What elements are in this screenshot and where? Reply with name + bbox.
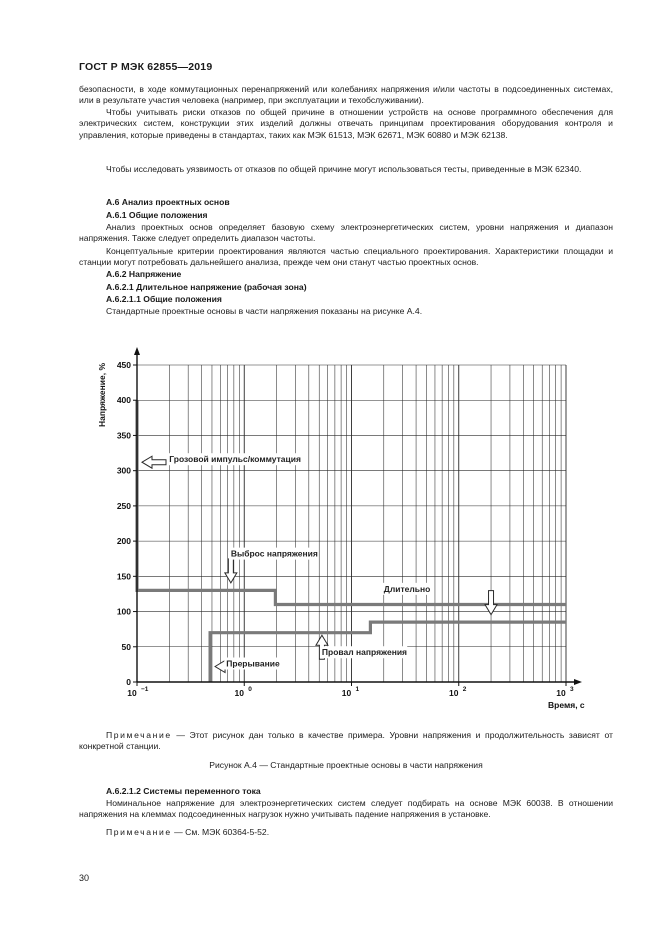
paragraph: Номинальное напряжение для электроэнергетических систем следует подбирать на основе МЭК 60038. В отношении напряжения на клеммах подсоединенных нагрузок нужно учитывать падение напряжения в установке.: [79, 798, 613, 820]
y-axis-arrow: [134, 347, 140, 355]
x-axis-arrow: [574, 679, 582, 685]
note-text: — См. МЭК 60364-5-52.: [171, 827, 270, 837]
section-heading: А.6.2.1.1 Общие положения: [106, 294, 222, 304]
chart-annotations: [142, 453, 497, 672]
note-label: Примечание: [106, 827, 172, 837]
chart-grid: [137, 365, 566, 682]
annotation-label: Выброс напряжения: [230, 548, 318, 559]
annotation-label: Грозовой импульс/коммутация: [169, 454, 301, 465]
annotation-label: Длительно: [383, 583, 431, 594]
x-tick-label: 10: [234, 688, 244, 698]
section-heading: А.6.2.1.2 Системы переменного тока: [106, 786, 261, 796]
annotation-label: Провал напряжения: [321, 647, 408, 658]
x-tick-label: 10: [341, 688, 352, 698]
figure-note: [79, 730, 613, 753]
y-tick-label: 350: [116, 430, 131, 441]
x-tick-label: 10: [556, 688, 566, 698]
note: [79, 827, 613, 838]
x-tick-exponent: 3: [570, 686, 574, 693]
voltage-chart: [80, 338, 600, 728]
x-tick-exponent: 0: [248, 686, 252, 693]
note-text: — Этот рисунок дан только в качестве примера. Уровни напряжения и продолжительность зависят от конкретной станции.: [79, 730, 613, 752]
y-tick-label: 450: [116, 360, 131, 370]
paragraph: Анализ проектных основ определяет базовую схему электроэнергетических систем, уровни напряжения и диапазон напряжения. Также следует определить диапазон частоты.: [79, 222, 613, 244]
x-axis-label: Время, с: [548, 700, 585, 710]
annotation-arrow: [485, 591, 497, 615]
y-tick-label: 250: [116, 500, 131, 511]
section-heading: А.6.1 Общие положения: [106, 210, 208, 220]
x-tick-exponent: 2: [462, 686, 467, 693]
paragraph: Чтобы учитывать риски отказов по общей причине в отношении устройств на основе программного обеспечения для электрических систем, конструкции этих изделий должны отвечать принципам проектирования оборудования контроля и управления, которые приведены в стандартах, таких как МЭК 61513, МЭК 62671, МЭК 60880 и МЭК 62138.: [79, 107, 613, 140]
annotation-arrow: [225, 559, 237, 583]
y-tick-label: 50: [121, 641, 131, 652]
page-number: 30: [79, 873, 90, 883]
y-tick-label: 300: [116, 465, 131, 476]
paragraph: Чтобы исследовать уязвимость от отказов по общей причине могут использоваться тесты, приведенные в МЭК 62340.: [106, 164, 582, 174]
document-header: ГОСТ Р МЭК 62855—2019: [79, 61, 213, 73]
paragraph: безопасности, в ходе коммутационных перенапряжений или колебаниях напряжения и/или частоты в подсоединенных системах, или в результате участия человека (например, при эксплуатации и техобслуживании).: [79, 84, 613, 106]
x-tick-exponent: −1: [141, 686, 149, 693]
x-tick-exponent: 1: [355, 686, 360, 693]
annotation-label: Прерывание: [226, 658, 280, 669]
section-heading: А.6 Анализ проектных основ: [106, 197, 230, 207]
figure-caption: Рисунок А.4 — Стандартные проектные основы в части напряжения: [209, 760, 483, 770]
y-tick-label: 400: [116, 395, 131, 406]
y-axis-label: Напряжение, %: [97, 362, 107, 428]
note-label: Примечание: [106, 730, 172, 740]
section-heading: А.6.2 Напряжение: [106, 269, 182, 279]
paragraph: Концептуальные критерии проектирования являются частью специального проектирования. Характеристики площадки и станции могут потребовать дальнейшего анализа, прежде чем они станут частью проектных основ.: [79, 246, 613, 268]
y-tick-label: 100: [116, 606, 131, 617]
x-tick-label: 10: [449, 688, 459, 698]
y-tick-label: 200: [116, 536, 131, 547]
section-heading: А.6.2.1 Длительное напряжение (рабочая зона): [106, 282, 307, 292]
y-tick-label: 0: [126, 677, 131, 687]
y-tick-label: 150: [116, 571, 131, 582]
paragraph: Стандартные проектные основы в части напряжения показаны на рисунке А.4.: [106, 306, 423, 316]
x-tick-label: 10: [127, 688, 137, 698]
annotation-arrow: [142, 456, 166, 468]
